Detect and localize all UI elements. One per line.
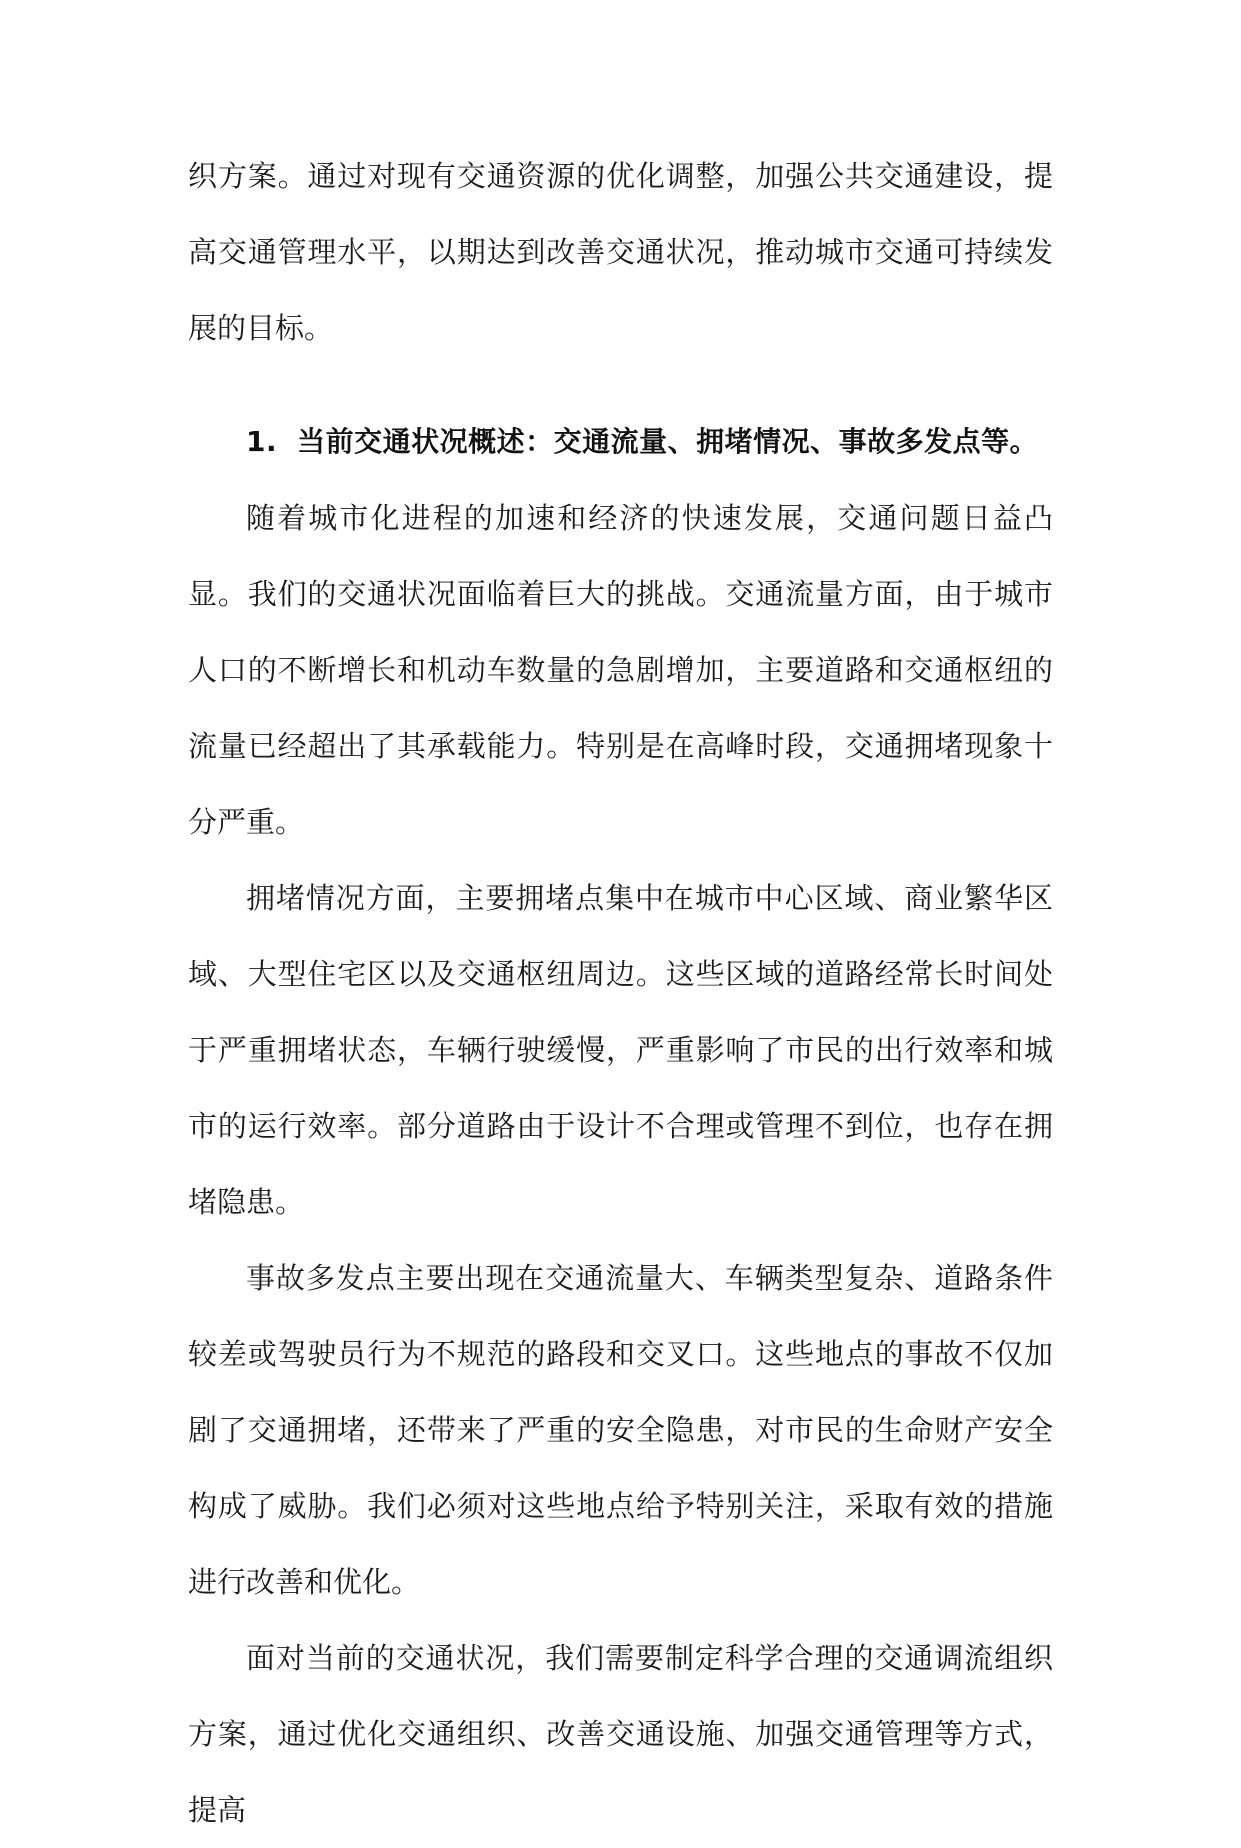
- paragraph-accident-hotspots: 事故多发点主要出现在交通流量大、车辆类型复杂、道路条件较差或驾驶员行为不规范的路段和交叉口。这些地点的事故不仅加剧了交通拥堵，还带来了严重的安全隐患，对市民的生命财产安全构成了威胁。我们必须对这些地点给予特别关注，采取有效的措施进行改善和优化。: [188, 1261, 1053, 1599]
- section-heading-text: 当前交通状况概述：交通流量、拥堵情况、事故多发点等。: [297, 425, 1039, 458]
- paragraph-traffic-flow: 随着城市化进程的加速和经济的快速发展，交通问题日益凸显。我们的交通状况面临着巨大的挑战。交通流量方面，由于城市人口的不断增长和机动车数量的急剧增加，主要道路和交通枢纽的流量已经超出了其承载能力。特别是在高峰时段，交通拥堵现象十分严重。: [188, 501, 1053, 839]
- section-number: 1.: [246, 425, 278, 458]
- paragraph-response-plan: 面对当前的交通状况，我们需要制定科学合理的交通调流组织方案，通过优化交通组织、改善交通设施、加强交通管理等方式，提高: [188, 1641, 1053, 1827]
- paragraph-continuation: 织方案。通过对现有交通资源的优化调整，加强公共交通建设，提高交通管理水平，以期达到改善交通状况，推动城市交通可持续发展的目标。: [188, 159, 1053, 345]
- paragraph-congestion: 拥堵情况方面，主要拥堵点集中在城市中心区域、商业繁华区域、大型住宅区以及交通枢纽周边。这些区域的道路经常长时间处于严重拥堵状态，车辆行驶缓慢，严重影响了市民的出行效率和城市的运行效率。部分道路由于设计不合理或管理不到位，也存在拥堵隐患。: [188, 881, 1053, 1219]
- section-heading: [188, 404, 1053, 480]
- document-body: [188, 138, 1053, 1848]
